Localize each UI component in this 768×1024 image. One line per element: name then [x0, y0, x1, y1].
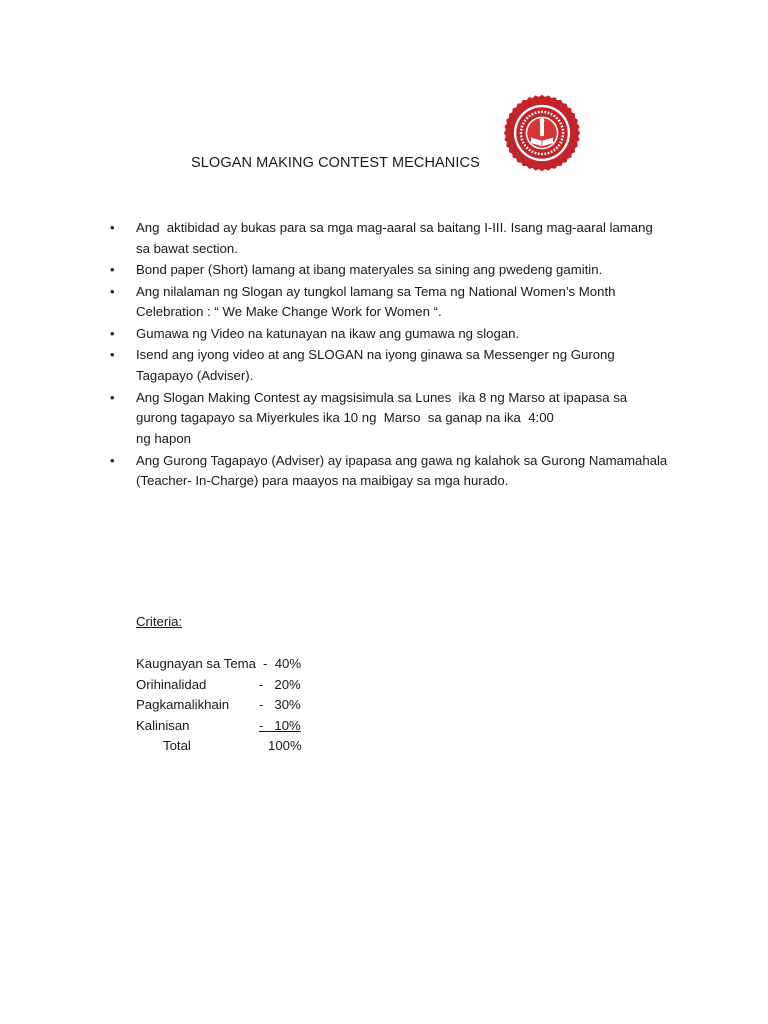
mechanics-item [110, 260, 670, 281]
mechanics-item-text: Gumawa ng Video na katunayan na ikaw ang gumawa ng slogan. [136, 325, 520, 341]
criteria-value: - 40% [263, 656, 302, 671]
mechanics-item [110, 451, 670, 492]
criteria-name: Kaugnayan sa Tema [136, 656, 256, 671]
mechanics-item-text: Isend ang iyong video at ang SLOGAN na iyong ginawa sa Messenger ng Gurong [136, 347, 615, 363]
bullet-icon: • [110, 283, 115, 299]
criteria-name: Kalinisan [136, 717, 190, 733]
school-seal-logo [503, 93, 581, 173]
mechanics-item [110, 218, 670, 259]
criteria-value: - 20% [259, 676, 301, 692]
bullet-icon: • [110, 220, 115, 235]
bullet-icon: • [110, 452, 115, 468]
mechanics-item-text: Ang aktibidad ay bukas para sa mga mag-aaral sa baitang I-III. Isang mag-aaral lamang [136, 220, 653, 235]
criteria-heading: Criteria: [136, 614, 183, 629]
mechanics-item-text: gurong tagapayo sa Miyerkules ika 10 ng Marso sa ganap na ika 4:00 [136, 410, 554, 426]
criteria-name: Pagkamalikhain [136, 697, 230, 712]
mechanics-item-text: Celebration : “ We Make Change Work for Women “. [136, 304, 442, 320]
mechanics-item-text: Tagapayo (Adviser). [136, 368, 254, 384]
bullet-icon: • [110, 262, 115, 278]
mechanics-list [110, 218, 670, 493]
bullet-icon: • [110, 389, 115, 405]
mechanics-item-text: ng hapon [136, 431, 192, 447]
mechanics-item [110, 388, 670, 450]
mechanics-item-text: (Teacher- In-Charge) para maayos na maibigay sa mga hurado. [136, 473, 509, 489]
bullet-icon: • [110, 325, 115, 341]
mechanics-item-text: sa bawat section. [136, 240, 238, 256]
criteria-name: Orihinalidad [136, 676, 207, 692]
mechanics-item [110, 282, 670, 323]
criteria-value: - 30% [259, 697, 301, 712]
criteria-total-value: 100% [268, 738, 302, 753]
mechanics-item-text: Ang nilalaman ng Slogan ay tungkol lamang sa Tema ng National Women’s Month [136, 283, 616, 299]
mechanics-item [110, 345, 670, 386]
mechanics-item-text: Ang Gurong Tagapayo (Adviser) ay ipapasa ang gawa ng kalahok sa Gurong Namamahala [136, 452, 668, 468]
document-title: SLOGAN MAKING CONTEST MECHANICS [191, 155, 480, 171]
criteria-total-label: Total [163, 738, 191, 753]
mechanics-item [110, 324, 670, 345]
mechanics-item-text: Ang Slogan Making Contest ay magsisimula sa Lunes ika 8 ng Marso at ipapasa sa [136, 389, 628, 405]
mechanics-item-text: Bond paper (Short) lamang at ibang materyales sa sining ang pwedeng gamitin. [136, 262, 603, 278]
bullet-icon: • [110, 347, 115, 363]
criteria-value: - 10% [259, 717, 301, 733]
